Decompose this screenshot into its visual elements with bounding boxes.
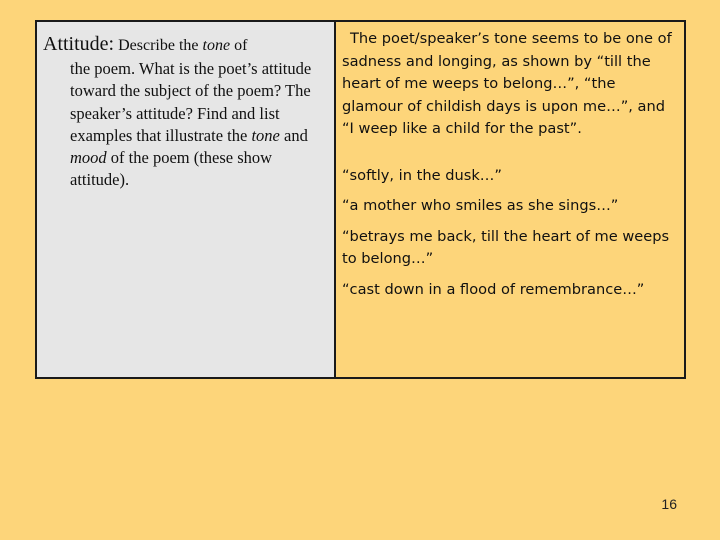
quote-item: “cast down in a flood of remembrance…” (342, 280, 645, 298)
prompt-body (43, 58, 326, 192)
prompt-lead (43, 32, 326, 58)
quote-item: “betrays me back, till the heart of me weeps to belong…” (342, 227, 670, 267)
body-tone-word: tone (251, 125, 280, 145)
lead-text-1: Describe the (114, 37, 203, 54)
attitude-heading: Attitude: (43, 33, 115, 55)
body-and-word: and (279, 125, 308, 145)
lead-text-2: of (230, 37, 248, 54)
prompt-cell (37, 22, 336, 377)
body-mood-word: mood (70, 148, 107, 168)
response-paragraph (342, 28, 678, 141)
quote-item: “softly, in the dusk…” (342, 166, 502, 184)
page-number: 16 (661, 496, 677, 512)
response-paragraph-text: The poet/speaker’s tone seems to be one of sadness and longing, as shown by “till the heart of me weeps to belong…”, “the glamour of childish days is upon me…”, and “I weep like a child for the past”. (342, 30, 672, 137)
body-text-1: the poem. What is the poet’s attitude toward the subject of the poem? The speaker’s attitude? Find and list examples that illustrate the (70, 59, 312, 145)
content-table (35, 20, 686, 379)
prompt-lead-text (114, 37, 247, 54)
body-text-2: of the poem (these show attitude). (70, 148, 273, 190)
quote-item: “a mother who smiles as she sings…” (342, 197, 619, 214)
response-cell (336, 22, 684, 377)
lead-tone-word: tone (202, 37, 231, 54)
